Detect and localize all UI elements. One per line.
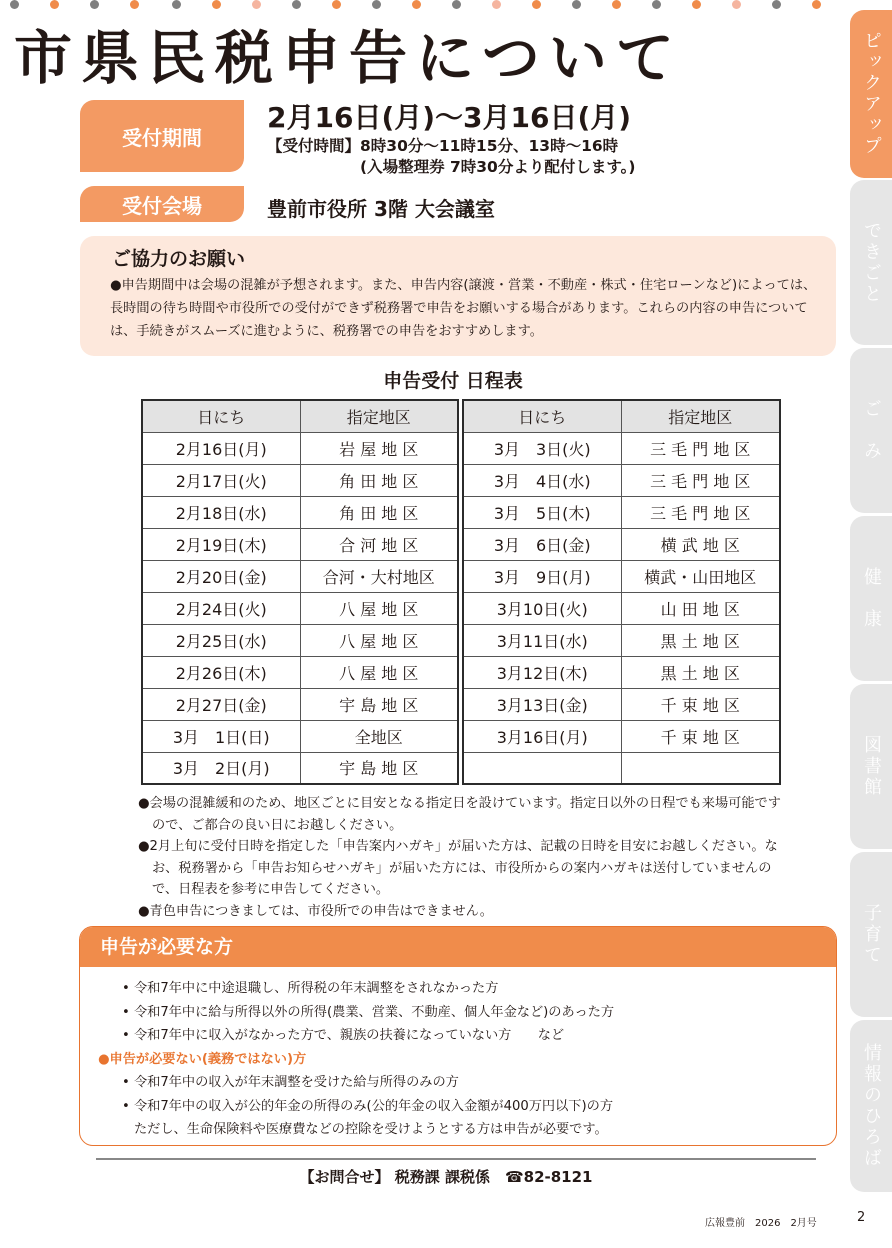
schedule-row [463,624,780,656]
schedule-date: 2月18日(水) [142,496,300,528]
venue-label: 受付会場 [80,186,244,222]
schedule-row [142,464,458,496]
schedule-title: 申告受付 日程表 [383,370,523,392]
schedule-row [142,752,458,784]
schedule-district: 黒 土 地 区 [621,624,780,656]
note: ●2月上旬に受付日時を指定した「申告案内ハガキ」が届いた方は、記載の日時を目安にお越しください。なお、税務署から「申告お知らせハガキ」が届いた方には、市役所からの案内ハガキは送付していませんので、日程表を参考に申告してください。 [138,839,778,897]
schedule-date: 3月 6日(金) [463,528,621,560]
schedule-date: 2月20日(金) [142,560,300,592]
schedule-district: 岩 屋 地 区 [300,432,458,464]
page-title: 市県民税申告について [14,24,683,92]
hours-line-2: (入場整理券 7時30分より配付します。) [360,158,636,176]
schedule-notes [138,793,788,922]
decorative-dot [572,0,581,9]
decorative-dot [652,0,661,9]
divider [96,1158,816,1160]
schedule-date: 2月26日(木) [142,656,300,688]
hours-line-1: 【受付時間】8時30分～11時15分、13時～16時 [267,137,619,155]
schedule-date: 2月17日(火) [142,464,300,496]
side-tab-label: 図書館 [861,735,882,798]
header-date: 日にち [463,400,621,432]
schedule-date: 3月10日(火) [463,592,621,624]
cooperation-title: ご協力のお願い [112,248,246,270]
schedule-row [142,560,458,592]
schedule-table-left [141,399,459,785]
schedule-district: 合 河 地 区 [300,528,458,560]
schedule-row [463,688,780,720]
venue-text: 豊前市役所 3階 大会議室 [267,197,495,221]
schedule-district: 八 屋 地 区 [300,656,458,688]
schedule-district: 横 武 地 区 [621,528,780,560]
not-required-note: ただし、生命保険料や医療費などの控除を受けようとする方は申告が必要です。 [134,1122,608,1137]
period-hours [267,136,635,178]
decorative-dot [172,0,181,9]
schedule-date: 2月27日(金) [142,688,300,720]
side-tab-pickup[interactable] [850,10,892,178]
required-title: 申告が必要な方 [80,927,836,967]
schedule-row [463,528,780,560]
required-item: • 令和7年中に収入がなかった方で、親族の扶養になっていない方 など [122,1028,565,1043]
publication-footer: 広報豊前 2026 2月号 [705,1218,817,1229]
side-tab-garbage[interactable] [850,348,892,513]
decorative-dot [10,0,19,9]
contact-info: 【お問合せ】 税務課 課税係 ☎82-8121 [299,1168,593,1186]
decorative-dot [692,0,701,9]
decorative-dot [332,0,341,9]
note: ●会場の混雑緩和のため、地区ごとに目安となる指定日を設けています。指定日以外の日程でも来場可能ですので、ご都合の良い日にお越しください。 [138,796,781,833]
header-district: 指定地区 [300,400,458,432]
decorative-dot [292,0,301,9]
note: ●青色申告につきましては、市役所での申告はできません。 [138,903,493,919]
schedule-row [463,752,780,784]
schedule-district: 三 毛 門 地 区 [621,464,780,496]
schedule-row [142,656,458,688]
schedule-district: 八 屋 地 区 [300,624,458,656]
header-district: 指定地区 [621,400,780,432]
period-dates: 2月16日(月)～3月16日(月) [267,101,632,134]
schedule-district: 宇 島 地 区 [300,688,458,720]
schedule-district: 宇 島 地 区 [300,752,458,784]
decorative-dot [50,0,59,9]
schedule-district: 黒 土 地 区 [621,656,780,688]
decorative-dot [372,0,381,9]
decorative-dot [812,0,821,9]
side-tab-library[interactable] [850,684,892,849]
schedule-row [463,464,780,496]
decorative-dot [252,0,261,9]
required-item: • 令和7年中に中途退職し、所得税の年末調整をされなかった方 [122,981,499,996]
schedule-date: 2月19日(木) [142,528,300,560]
schedule-district: 角 田 地 区 [300,464,458,496]
cooperation-body: ●申告期間中は会場の混雑が予想されます。また、申告内容(譲渡・営業・不動産・株式・住宅ローンなど)によっては、長時間の待ち時間や市役所での受付ができず税務署で申告をお願いする場合があります。これらの内容の申告については、手続きがスムーズに進むように、税務署での申告をおすすめします。 [110,278,817,339]
not-required-title: ●申告が必要ない(義務ではない)方 [98,1051,307,1067]
side-tab-label: 子育て [861,903,882,966]
side-tab-label: 健 康 [861,567,882,630]
header-date: 日にち [142,400,300,432]
schedule-district: 八 屋 地 区 [300,592,458,624]
schedule-district: 横武・山田地区 [621,560,780,592]
period-label: 受付期間 [80,100,244,172]
schedule-date: 3月 4日(水) [463,464,621,496]
schedule-district: 山 田 地 区 [621,592,780,624]
schedule-row [463,720,780,752]
decorative-dot [412,0,421,9]
schedule-date: 3月12日(木) [463,656,621,688]
schedule-district: 三 毛 門 地 区 [621,496,780,528]
schedule-row [142,720,458,752]
schedule-district: 合河・大村地区 [300,560,458,592]
side-tab-label: できごと [861,220,882,305]
schedule-district: 千 束 地 区 [621,688,780,720]
side-tab-childcare[interactable] [850,852,892,1017]
required-item: • 令和7年中に給与所得以外の所得(農業、営業、不動産、個人年金など)のあった方 [122,1004,615,1020]
decorative-dot [452,0,461,9]
schedule-row [463,560,780,592]
side-tab-label: 情報のひろば [861,1043,882,1169]
schedule-date: 2月16日(月) [142,432,300,464]
decorative-dot [492,0,501,9]
schedule-row [142,688,458,720]
schedule-table-right [462,399,781,785]
schedule-date: 3月 2日(月) [142,752,300,784]
schedule-district: 角 田 地 区 [300,496,458,528]
schedule-row [142,432,458,464]
schedule-district: 千 束 地 区 [621,720,780,752]
schedule-district: 全地区 [300,720,458,752]
schedule-date: 2月25日(水) [142,624,300,656]
decorative-dot [732,0,741,9]
schedule-row [463,496,780,528]
decorative-dot [532,0,541,9]
schedule-row [463,432,780,464]
schedule-district: 三 毛 門 地 区 [621,432,780,464]
schedule-date: 3月16日(月) [463,720,621,752]
decorative-dot [772,0,781,9]
side-tab-label: ピックアップ [861,31,882,157]
schedule-date: 3月11日(水) [463,624,621,656]
schedule-date: 3月 5日(木) [463,496,621,528]
not-required-item: • 令和7年中の収入が公的年金の所得のみ(公的年金の収入金額が400万円以下)の方 [122,1098,614,1114]
decorative-dot [612,0,621,9]
page-number: 2 [857,1210,866,1225]
schedule-row [142,592,458,624]
required-box [79,926,837,1146]
schedule-date: 3月 9日(月) [463,560,621,592]
schedule-date [463,752,621,784]
schedule-date: 3月 1日(日) [142,720,300,752]
side-tab-health[interactable] [850,516,892,681]
schedule-date: 3月 3日(火) [463,432,621,464]
schedule-row [142,528,458,560]
schedule-row [463,656,780,688]
side-tab-events[interactable] [850,180,892,345]
schedule-district [621,752,780,784]
side-tab-label: ご み [861,399,882,462]
decorative-dot [130,0,139,9]
schedule-date: 2月24日(火) [142,592,300,624]
cooperation-box [80,236,836,356]
schedule-date: 3月13日(金) [463,688,621,720]
decorative-dots [0,0,850,14]
schedule-row [142,496,458,528]
not-required-item: • 令和7年中の収入が年末調整を受けた給与所得のみの方 [122,1075,459,1090]
schedule-row [463,592,780,624]
schedule-row [142,624,458,656]
decorative-dot [90,0,99,9]
side-tab-info[interactable] [850,1020,892,1192]
decorative-dot [212,0,221,9]
